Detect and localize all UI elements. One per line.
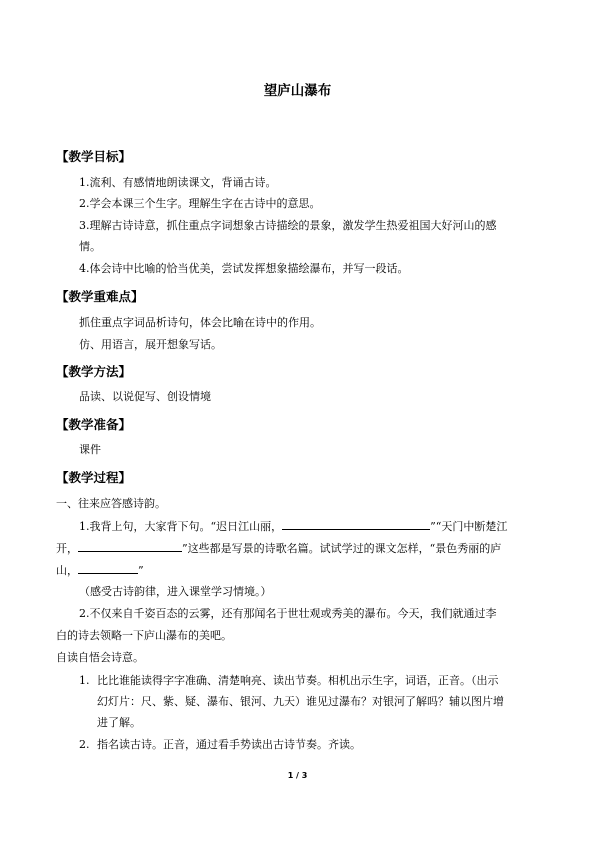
process-p2-line1: 2.不仅来自千姿百态的云雾，还有那闻名于世壮观或秀美的瀑布。今天，我们就通过李 xyxy=(79,607,497,620)
process-item-1-line1: 比比谁能读得字字准确、清楚响亮、读出节奏。相机出示生字，词语，正音。（出示 xyxy=(97,674,499,687)
process-item-1-num: 1. xyxy=(79,674,90,687)
keypoint-item-1: 抓住重点字词品析诗句，体会比喻在诗中的作用。 xyxy=(79,316,321,329)
section-heading-methods: 【教学方法】 xyxy=(56,364,132,379)
fill-blank-1[interactable] xyxy=(282,519,430,530)
process-p1-line1 xyxy=(79,519,507,534)
process-p1-line2 xyxy=(56,541,501,556)
fill-blank-3[interactable] xyxy=(78,563,138,574)
process-p2-line2: 白的诗去领略一下庐山瀑布的美吧。 xyxy=(56,629,232,642)
page-title: 望庐山瀑布 xyxy=(263,83,332,99)
section-heading-process: 【教学过程】 xyxy=(56,470,132,485)
process-p1-line3-a: 山， xyxy=(56,564,78,577)
page-number: 1 / 3 xyxy=(287,771,308,780)
process-item-2-num: 2. xyxy=(79,738,90,751)
goal-item-1: 1.流利、有感情地朗读课文，背诵古诗。 xyxy=(79,176,277,189)
process-p1-note: （感受古诗韵律，进入课堂学习情境。） xyxy=(79,585,272,598)
keypoint-item-2: 仿、用语言，展开想象写话。 xyxy=(79,338,222,351)
process-p1-line3-b: ” xyxy=(138,564,144,577)
prep-item-1: 课件 xyxy=(79,443,101,456)
fill-blank-2[interactable] xyxy=(78,541,182,552)
process-section-2: 自读自悟会诗意。 xyxy=(56,651,144,664)
process-item-1-line2: 幻灯片：尺、紫、疑、瀑布、银河、九天）谁见过瀑布？对银河了解吗？辅以图片增 xyxy=(97,695,504,708)
section-heading-goals: 【教学目标】 xyxy=(56,149,132,164)
method-item-1: 品读、以说促写、创设情境 xyxy=(79,390,211,403)
goal-item-3: 3.理解古诗诗意，抓住重点字词想象古诗描绘的景象，激发学生热爱祖国大好河山的感 xyxy=(79,219,497,232)
section-heading-prep: 【教学准备】 xyxy=(56,417,132,432)
process-p1-line3 xyxy=(56,563,144,578)
process-p1-line1-a: 1.我背上句，大家背下句。“迟日江山丽， xyxy=(79,520,283,533)
process-p1-line1-b: ”“天门中断楚江 xyxy=(430,520,508,533)
goal-item-3-cont: 情。 xyxy=(79,240,101,253)
section-heading-keypoints: 【教学重难点】 xyxy=(56,289,144,304)
process-item-2-line1: 指名读古诗。正音，通过看手势读出古诗节奏。齐读。 xyxy=(97,738,361,751)
process-p1-line2-b: ”这些都是写景的诗歌名篇。试试学过的课文怎样，“景色秀丽的庐 xyxy=(182,542,502,555)
process-section-1: 一、往来应答感诗韵。 xyxy=(56,497,166,510)
goal-item-4: 4.体会诗中比喻的恰当优美，尝试发挥想象描绘瀑布，并写一段话。 xyxy=(79,262,409,275)
process-item-1-line3: 进了解。 xyxy=(97,716,141,729)
goal-item-2: 2.学会本课三个生字。理解生字在古诗中的意思。 xyxy=(79,197,321,210)
process-p1-line2-a: 开， xyxy=(56,542,78,555)
